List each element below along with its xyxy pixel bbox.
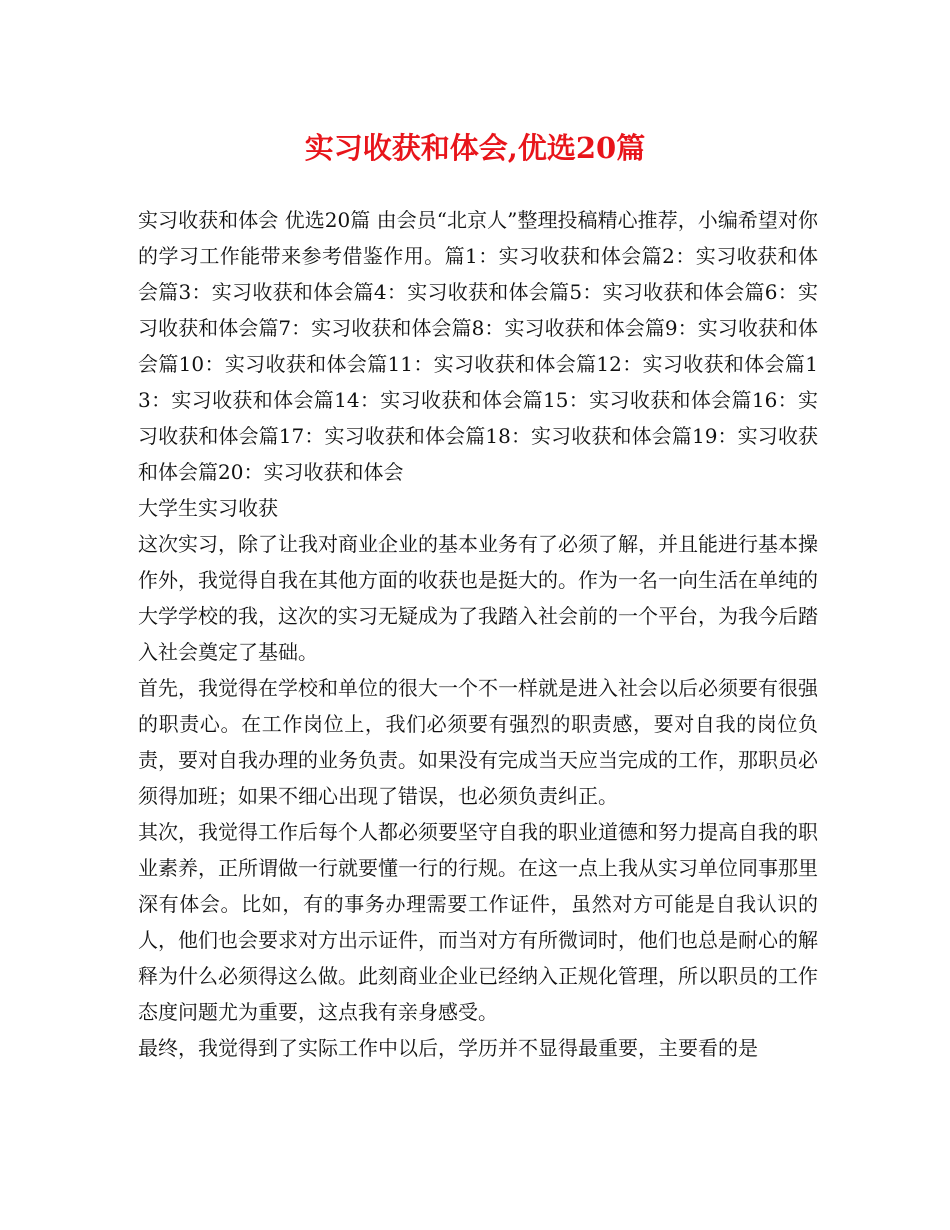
section-heading: 大学生实习收获 bbox=[138, 496, 278, 520]
body-paragraph-2: 首先，我觉得在学校和单位的很大一个不一样就是进入社会以后必须要有很强的职责心。在工作岗位上，我们必须要有强烈的职责感，要对自我的岗位负责，要对自我办理的业务负责。如果没有完成当天应当完成的工作，那职员必须得加班；如果不细心出现了错误，也必须负责纠正。 bbox=[138, 676, 818, 808]
document-body bbox=[138, 202, 818, 1066]
body-paragraph-4: 最终，我觉得到了实际工作中以后，学历并不显得最重要，主要看的是 bbox=[138, 1036, 758, 1060]
body-paragraph-3: 其次，我觉得工作后每个人都必须要坚守自我的职业道德和努力提高自我的职业素养，正所谓做一行就要懂一行的行规。在这一点上我从实习单位同事那里深有体会。比如，有的事务办理需要工作证件，虽然对方可能是自我认识的人，他们也会要求对方出示证件，而当对方有所微词时，他们也总是耐心的解释为什么必须得这么做。此刻商业企业已经纳入正规化管理，所以职员的工作态度问题尤为重要，这点我有亲身感受。 bbox=[138, 820, 818, 1024]
intro-paragraph: 实习收获和体会 优选20篇 由会员“北京人”整理投稿精心推荐，小编希望对你的学习工作能带来参考借鉴作用。篇1：实习收获和体会篇2：实习收获和体会篇3：实习收获和体会篇4：实习收获和体会篇5：实习收获和体会篇6：实习收获和体会篇7：实习收获和体会篇8：实习收获和体会篇9：实习收获和体会篇10：实习收获和体会篇11：实习收获和体会篇12：实习收获和体会篇13：实习收获和体会篇14：实习收获和体会篇15：实习收获和体会篇16：实习收获和体会篇17：实习收获和体会篇18：实习收获和体会篇19：实习收获和体会篇20：实习收获和体会 bbox=[138, 208, 818, 484]
body-paragraph-1: 这次实习，除了让我对商业企业的基本业务有了必须了解，并且能进行基本操作外，我觉得自我在其他方面的收获也是挺大的。作为一名一向生活在单纯的大学学校的我，这次的实习无疑成为了我踏入社会前的一个平台，为我今后踏入社会奠定了基础。 bbox=[138, 532, 818, 664]
document-title: 实习收获和体会,优选20篇 bbox=[304, 131, 646, 165]
